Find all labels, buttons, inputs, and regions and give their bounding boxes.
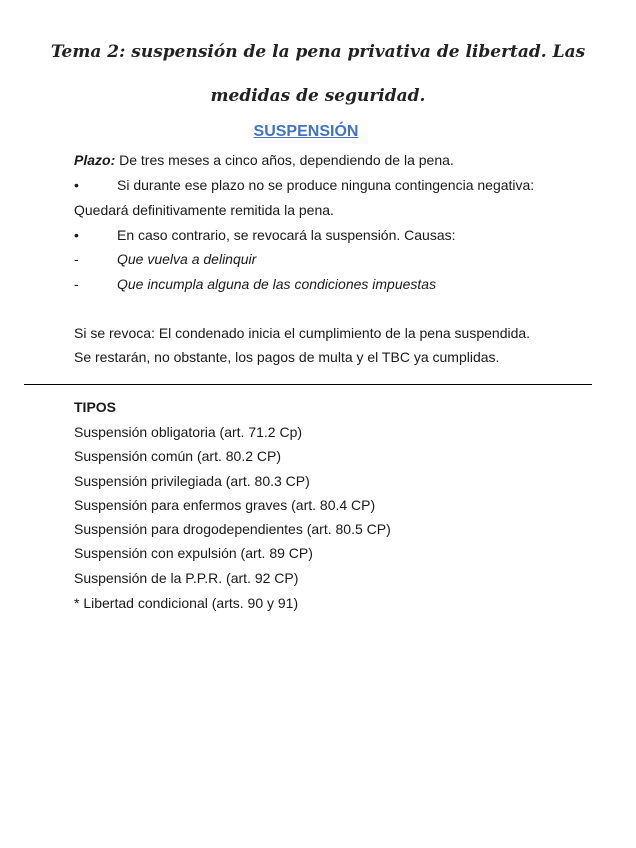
cause-reoffend: Que vuelva a delinquir [117, 251, 257, 267]
tipo-item: Suspensión común (art. 80.2 CP) [74, 448, 281, 464]
document-title-line-2: medidas de seguridad. [210, 86, 426, 106]
revocation-line-2: Se restarán, no obstante, los pagos de multa y el TBC ya cumplidas. [74, 349, 500, 365]
tipo-item-libertad-condicional: * Libertad condicional (arts. 90 y 91) [74, 595, 299, 611]
section-heading-suspension: SUSPENSIÓN [253, 123, 359, 140]
plazo-paragraph [74, 152, 454, 168]
tipo-item: Suspensión privilegiada (art. 80.3 CP) [74, 473, 310, 489]
document-title-line-1: Tema 2: suspensión de la pena privativa de libertad. Las [50, 42, 586, 62]
bullet-mark: • [74, 227, 79, 243]
bullet-text-revocation: En caso contrario, se revocará la suspensión. Causas: [117, 227, 456, 243]
dash-mark: - [74, 251, 79, 267]
cause-breach-conditions: Que incumpla alguna de las condiciones impuestas [117, 276, 437, 292]
plazo-label: Plazo: [74, 152, 116, 168]
bullet-text-no-contingency: Si durante ese plazo no se produce ninguna contingencia negativa: [117, 177, 535, 193]
revocation-line-1: Si se revoca: El condenado inicia el cumplimiento de la pena suspendida. [74, 325, 531, 341]
continuation-text: Quedará definitivamente remitida la pena. [74, 202, 334, 218]
tipo-item: Suspensión de la P.P.R. (art. 92 CP) [74, 570, 299, 586]
tipo-item: Suspensión para drogodependientes (art. 80.5 CP) [74, 521, 391, 537]
plazo-text: De tres meses a cinco años, dependiendo de la pena. [115, 152, 454, 168]
tipos-heading: TIPOS [74, 399, 117, 415]
dash-mark: - [74, 276, 79, 292]
tipo-item: Suspensión con expulsión (art. 89 CP) [74, 545, 313, 561]
horizontal-divider [24, 384, 592, 385]
tipo-item: Suspensión obligatoria (art. 71.2 Cp) [74, 424, 303, 440]
bullet-mark: • [74, 177, 79, 193]
tipo-item: Suspensión para enfermos graves (art. 80.4 CP) [74, 497, 376, 513]
